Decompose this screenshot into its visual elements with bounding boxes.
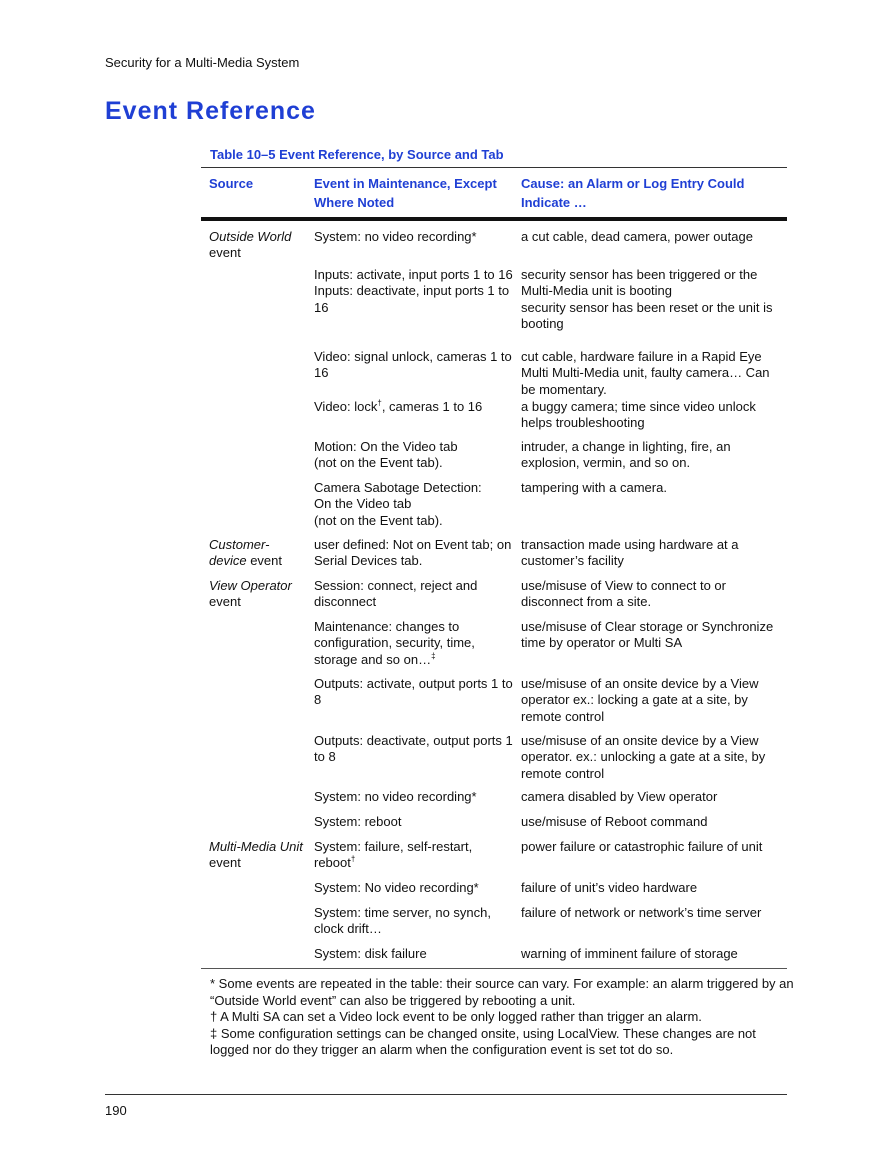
footnote-mark: † bbox=[350, 854, 356, 864]
table-row bbox=[201, 789, 787, 805]
event-cell: System: reboot bbox=[314, 814, 402, 829]
event-cell: System: no video recording* bbox=[314, 789, 477, 804]
table-caption: Table 10–5 Event Reference, by Source and Tab bbox=[210, 147, 504, 162]
source-cell bbox=[201, 880, 314, 896]
source-cell bbox=[201, 789, 314, 805]
source-name: Outside World bbox=[209, 229, 292, 244]
table-row bbox=[201, 880, 787, 896]
table-row bbox=[201, 578, 787, 611]
table-row bbox=[201, 619, 787, 668]
table-row bbox=[201, 814, 787, 830]
table-row bbox=[201, 349, 787, 398]
cause-cell: failure of network or network’s time server bbox=[521, 905, 762, 920]
source-cell bbox=[201, 814, 314, 830]
cause-cell: failure of unit’s video hardware bbox=[521, 880, 698, 895]
footnote: † A Multi SA can set a Video lock event to be only logged rather than trigger an alarm. bbox=[210, 1009, 702, 1024]
source-cell bbox=[201, 733, 314, 782]
source-type: event bbox=[209, 245, 241, 261]
source-cell bbox=[201, 399, 314, 432]
table-row bbox=[201, 733, 787, 782]
event-cell: System: failure, self-restart, reboot† bbox=[314, 839, 473, 871]
cause-cell: intruder, a change in lighting, fire, an explosion, vermin, and so on. bbox=[521, 439, 731, 471]
table-row bbox=[201, 946, 787, 962]
table-row bbox=[201, 676, 787, 725]
footnote-mark: ‡ bbox=[431, 651, 436, 661]
cause-cell: use/misuse of View to connect to or disconnect from a site. bbox=[521, 578, 726, 610]
source-cell bbox=[201, 349, 314, 398]
source-cell bbox=[201, 905, 314, 938]
table-header-row bbox=[201, 168, 787, 221]
cause-cell: cut cable, hardware failure in a Rapid Eye Multi Multi-Media unit, faulty camera… Can be momentary. bbox=[521, 349, 770, 397]
table-row bbox=[201, 905, 787, 938]
footnote: ‡ Some configuration settings can be changed onsite, using LocalView. These changes are not logged nor do they trigger an alarm when the configuration event is set tot do so. bbox=[210, 1025, 756, 1057]
table-body bbox=[201, 221, 787, 968]
cause-cell: tampering with a camera. bbox=[521, 480, 667, 495]
cause-cell: transaction made using hardware at a customer’s facility bbox=[521, 537, 739, 569]
cause-cell: use/misuse of an onsite device by a View operator ex.: locking a gate at a site, by remote control bbox=[521, 676, 759, 724]
event-cell: Outputs: activate, output ports 1 to 8 bbox=[314, 676, 513, 708]
source-cell bbox=[201, 839, 314, 872]
cause-cell: use/misuse of an onsite device by a View operator. ex.: unlocking a gate at a site, by remote control bbox=[521, 733, 766, 781]
source-name: View Operator bbox=[209, 578, 292, 593]
table-row bbox=[201, 267, 787, 332]
event-reference-table bbox=[201, 167, 787, 969]
event-cell: System: disk failure bbox=[314, 946, 427, 961]
table-footnotes bbox=[210, 976, 795, 1059]
column-header-source: Source bbox=[209, 176, 254, 191]
source-type: event bbox=[209, 855, 241, 871]
cause-cell: power failure or catastrophic failure of unit bbox=[521, 839, 763, 854]
source-cell bbox=[201, 267, 314, 332]
event-cell: Camera Sabotage Detection: On the Video tab (not on the Event tab). bbox=[314, 480, 482, 528]
event-cell: Session: connect, reject and disconnect bbox=[314, 578, 478, 610]
source-type: event bbox=[246, 553, 282, 569]
table-row bbox=[201, 537, 787, 570]
cause-cell: a cut cable, dead camera, power outage bbox=[521, 229, 753, 244]
column-header-event: Event in Maintenance, Except Where Noted bbox=[314, 176, 497, 210]
running-header: Security for a Multi-Media System bbox=[105, 55, 300, 70]
footnote-mark: † bbox=[377, 398, 382, 408]
table-row bbox=[201, 839, 787, 872]
source-name: Customer- device bbox=[209, 537, 270, 569]
source-cell bbox=[201, 229, 314, 262]
source-name: Multi-Media Unit bbox=[209, 839, 303, 854]
table-row bbox=[201, 439, 787, 472]
event-cell: Motion: On the Video tab (not on the Event tab). bbox=[314, 439, 458, 471]
source-type: event bbox=[209, 594, 241, 610]
event-cell: System: No video recording* bbox=[314, 880, 479, 895]
event-cell: user defined: Not on Event tab; on Serial Devices tab. bbox=[314, 537, 512, 569]
table-row bbox=[201, 229, 787, 262]
column-header-cause: Cause: an Alarm or Log Entry Could Indicate … bbox=[521, 176, 745, 210]
event-cell: Maintenance: changes to configuration, security, time, storage and so on…‡ bbox=[314, 619, 475, 667]
footnote: * Some events are repeated in the table: their source can vary. For example: an alarm triggered by an “Outside World event” can also be triggered by rebooting a unit. bbox=[210, 976, 794, 1008]
table-row bbox=[201, 480, 787, 529]
section-title: Event Reference bbox=[105, 97, 316, 125]
cause-cell: use/misuse of Reboot command bbox=[521, 814, 708, 829]
source-cell bbox=[201, 439, 314, 472]
source-cell bbox=[201, 619, 314, 668]
source-cell bbox=[201, 537, 314, 570]
event-cell: System: no video recording* bbox=[314, 229, 477, 244]
event-cell: System: time server, no synch, clock drift… bbox=[314, 905, 492, 937]
event-cell: Video: lock†, cameras 1 to 16 bbox=[314, 398, 483, 414]
cause-cell: a buggy camera; time since video unlock helps troubleshooting bbox=[521, 399, 756, 431]
cause-cell: camera disabled by View operator bbox=[521, 789, 718, 804]
cause-cell: warning of imminent failure of storage bbox=[521, 946, 738, 961]
source-cell bbox=[201, 480, 314, 529]
cause-cell: security sensor has been triggered or the Multi-Media unit is booting security sensor has been reset or the unit is booting bbox=[521, 267, 773, 331]
source-cell bbox=[201, 676, 314, 725]
source-cell bbox=[201, 578, 314, 611]
event-cell: Outputs: deactivate, output ports 1 to 8 bbox=[314, 733, 513, 765]
source-cell bbox=[201, 946, 314, 962]
cause-cell: use/misuse of Clear storage or Synchronize time by operator or Multi SA bbox=[521, 619, 774, 651]
event-cell: Video: signal unlock, cameras 1 to 16 bbox=[314, 349, 512, 381]
event-cell: Inputs: activate, input ports 1 to 16 Inputs: deactivate, input ports 1 to 16 bbox=[314, 267, 513, 315]
table-row bbox=[201, 399, 787, 432]
page-number: 190 bbox=[105, 1103, 127, 1118]
